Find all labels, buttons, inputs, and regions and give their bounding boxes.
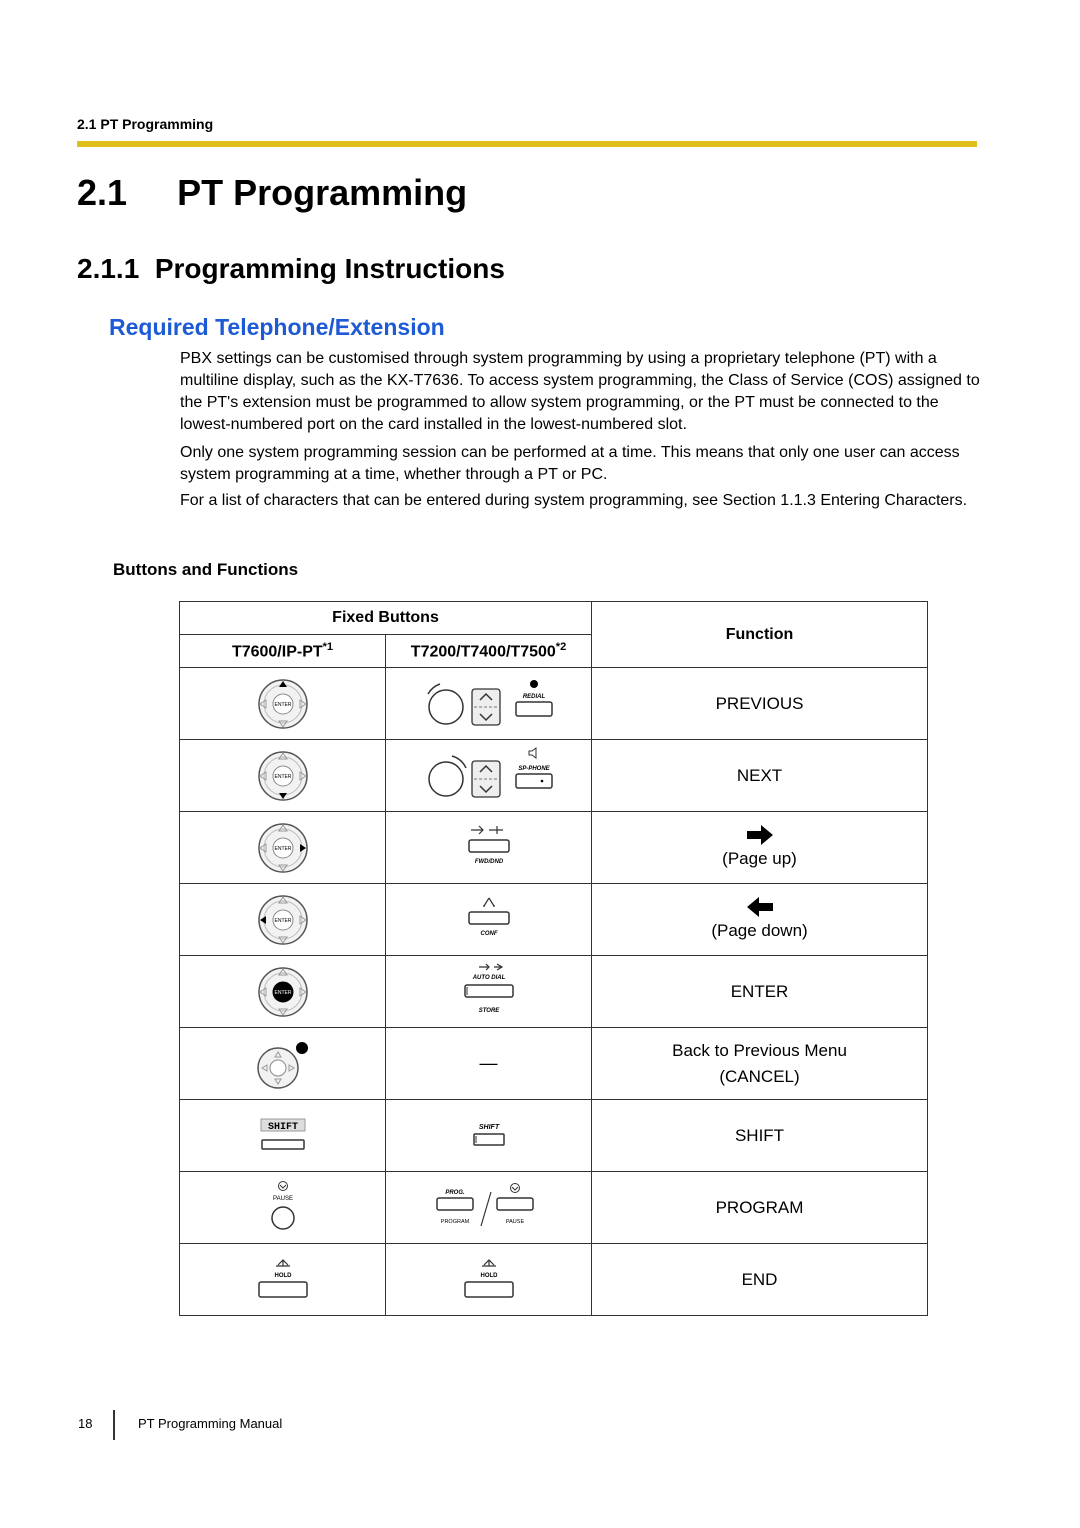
navigator-key-right-icon: [253, 818, 313, 878]
t7200-cell: [386, 956, 592, 1028]
prog-key-icon: [429, 1178, 549, 1238]
t7200-cell: [386, 884, 592, 956]
pause-key-icon: [253, 1178, 313, 1238]
function-cell: [592, 668, 928, 740]
table-row: [180, 1100, 928, 1172]
section-title-text: PT Programming: [177, 172, 468, 213]
function-cell: [592, 1100, 928, 1172]
navigator-key-left-icon: [253, 890, 313, 950]
shift-key-icon: [459, 1116, 519, 1156]
svg-text:PAUSE: PAUSE: [272, 1195, 293, 1202]
t7200-cell: [386, 740, 592, 812]
function-label: SHIFT: [734, 1125, 785, 1145]
table-row: [180, 668, 928, 740]
section-title: [77, 172, 467, 214]
auto-dial-key-icon: [449, 961, 529, 1023]
table-row: [180, 740, 928, 812]
table-row: [180, 884, 928, 956]
right-arrow-icon: [745, 824, 775, 846]
svg-text:HOLD: HOLD: [480, 1272, 497, 1279]
svg-text:AUTO DIAL: AUTO DIAL: [472, 974, 505, 981]
t7200-header: T7200/T7400/T7500$^{*2}$: [386, 635, 592, 668]
t7200-cell: [386, 668, 592, 740]
table-row: [180, 1028, 928, 1100]
t7600-cell: [180, 740, 386, 812]
subsection-title-text: Programming Instructions: [154, 253, 505, 284]
running-head: 2.1 PT Programming: [77, 116, 214, 132]
function-cell: [592, 812, 928, 884]
t7600-cell: [180, 668, 386, 740]
navigator-key-up-icon: [253, 674, 313, 734]
t7600-cell: [180, 1244, 386, 1316]
hold-key-icon: [454, 1255, 524, 1305]
t7600-cell: [180, 956, 386, 1028]
function-cell: [592, 1028, 928, 1100]
t7600-cell: [180, 1100, 386, 1172]
no-button-dash: —: [479, 1053, 498, 1073]
table-row: [180, 812, 928, 884]
shift-key-icon: [253, 1116, 313, 1156]
svg-text:REDIAL: REDIAL: [522, 693, 545, 700]
header-rule: [77, 141, 977, 147]
function-label: ENTER: [730, 981, 789, 1001]
t7200-cell: [386, 812, 592, 884]
svg-text:ENTER: ENTER: [274, 989, 291, 996]
hold-key-icon: [248, 1255, 318, 1305]
footer-title: PT Programming Manual: [138, 1416, 283, 1431]
svg-text:CONF: CONF: [480, 930, 497, 937]
svg-text:STORE: STORE: [478, 1007, 499, 1014]
function-label: NEXT: [736, 765, 783, 785]
buttons-table: [179, 601, 928, 1316]
paragraph-2: Only one system programming session can be performed at a time. This means that only one user can access system programming at a time, whether through a PT or PC.: [180, 444, 960, 483]
svg-text:PAUSE: PAUSE: [505, 1218, 524, 1225]
svg-text:ENTER: ENTER: [274, 845, 291, 852]
cancel-key-icon: [248, 1034, 318, 1094]
section-number: 2.1: [77, 172, 128, 213]
svg-text:SHIFT: SHIFT: [267, 1121, 298, 1133]
jog-dial-icon: [414, 746, 564, 806]
svg-text:ENTER: ENTER: [274, 917, 291, 924]
function-label-secondary: (CANCEL): [719, 1066, 800, 1086]
t7200-cell: [386, 1028, 592, 1100]
buttons-heading: Buttons and Functions: [113, 560, 299, 579]
table-header-row: [180, 602, 928, 635]
svg-text:FWD/DND: FWD/DND: [474, 858, 503, 865]
t7600-header: T7600/IP-PT$^{*1}$: [180, 635, 386, 668]
jog-dial-icon: [414, 674, 564, 734]
function-label: (Page down): [711, 920, 808, 940]
page-number: 18: [78, 1416, 93, 1431]
svg-text:ENTER: ENTER: [274, 773, 291, 780]
function-cell: [592, 1244, 928, 1316]
svg-text:HOLD: HOLD: [274, 1272, 291, 1279]
t7600-cell: [180, 1172, 386, 1244]
table-row: [180, 1172, 928, 1244]
function-cell: [592, 1172, 928, 1244]
function-header: Function: [592, 602, 928, 668]
t7600-cell: [180, 1028, 386, 1100]
function-label: Back to Previous Menu: [672, 1040, 847, 1060]
subsection-title: [77, 253, 505, 285]
t7600-cell: [180, 884, 386, 956]
svg-text:SP-PHONE: SP-PHONE: [517, 765, 550, 772]
conf-key-icon: [449, 890, 529, 950]
paragraph-1: PBX settings can be customised through system programming by using a proprietary telephone (PT) with a multiline display, such as the KX-T7636. To access system programming, the Class of Service (COS) assigned to the PT's extension must be programmed to allow system programming, or the PT must be connected to the lowest-numbered port on the card installed in the lowest-numbered slot.: [180, 350, 980, 433]
function-cell: [592, 740, 928, 812]
footer-rule: [113, 1410, 115, 1440]
function-label: (Page up): [722, 848, 797, 868]
fixed-buttons-header: Fixed Buttons: [180, 602, 592, 635]
t7200-cell: [386, 1172, 592, 1244]
left-arrow-icon: [745, 896, 775, 918]
function-cell: [592, 884, 928, 956]
function-label: PREVIOUS: [715, 693, 804, 713]
function-label: PROGRAM: [715, 1197, 804, 1217]
redial-key-icon: [516, 702, 552, 716]
t7600-cell: [180, 812, 386, 884]
navigator-key-down-icon: [253, 746, 313, 806]
svg-text:SHIFT: SHIFT: [478, 1123, 499, 1131]
function-label: END: [741, 1269, 778, 1289]
sp-phone-key-icon: [516, 774, 552, 788]
function-cell: [592, 956, 928, 1028]
navigator-key-center-icon: [253, 962, 313, 1022]
paragraph-3: For a list of characters that can be entered during system programming, see Section 1.1.3 Entering Characters.: [180, 492, 968, 509]
fwd-dnd-key-icon: [449, 818, 529, 878]
required-heading: Required Telephone/Extension: [109, 314, 445, 340]
t7200-cell: [386, 1100, 592, 1172]
table-row: [180, 956, 928, 1028]
svg-text:PROG.: PROG.: [444, 1189, 465, 1196]
subsection-number: 2.1.1: [77, 253, 140, 284]
svg-text:ENTER: ENTER: [274, 701, 291, 708]
table-row: [180, 1244, 928, 1316]
svg-text:PROGRAM: PROGRAM: [440, 1218, 469, 1225]
t7200-cell: [386, 1244, 592, 1316]
